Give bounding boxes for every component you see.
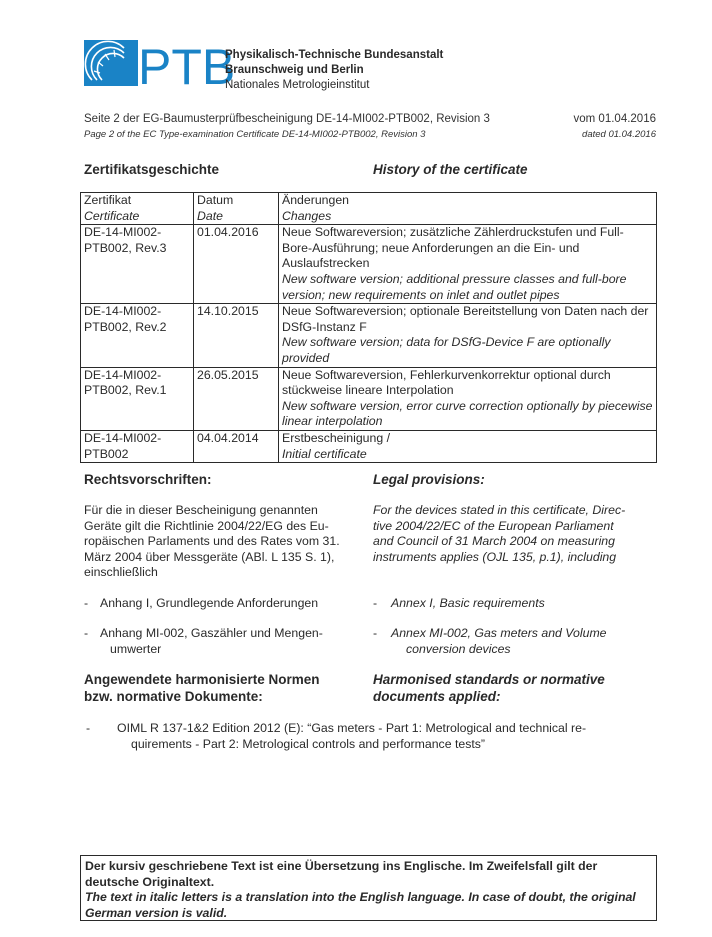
ptb-logo [84,39,236,95]
list-dash: - [86,721,91,735]
change-german: Neue Softwareversion; zusätzliche Zählerdruckstufen und Full-Bore-Ausführung; neue Anforderungen an die Ein- und Auslaufstrecken [282,225,624,271]
legal-paragraph-german [84,503,369,581]
certificate-revision: PTB002, Rev.3 [84,240,167,255]
header-cell-changes [279,193,657,225]
column-label-english: Date [197,208,223,223]
change-german: Neue Softwareversion; optionale Bereitstellung von Daten nach der DSfG-Instanz F [282,304,649,334]
annex-2-english [391,626,607,657]
logo-text: PTB [138,39,236,95]
reference-german: Seite 2 der EG-Baumusterprüfbescheinigung DE-14-MI002-PTB002, Revision 3 [84,113,490,125]
column-label-german: Änderungen [282,193,350,207]
reference-english: Page 2 of the EC Type-examination Certificate DE-14-MI002-PTB002, Revision 3 [84,129,426,140]
standards-heading-english [373,671,605,705]
paragraph-line: tive 2004/22/EC of the European Parliament [373,518,614,533]
table-row [81,367,657,430]
heading-line: Angewendete harmonisierte Normen [84,672,320,687]
legal-paragraph-english [373,503,663,565]
date-cell: 26.05.2015 [194,367,279,430]
history-heading-german: Zertifikatsgeschichte [84,162,220,177]
changes-cell [279,304,657,367]
standard-item [117,721,662,752]
certificate-revision: PTB002 [84,446,129,461]
annex-2-german [100,626,323,657]
certificate-cell [81,430,194,462]
translation-note-german: Der kursiv geschriebene Text ist eine Übersetzung ins Englische. Im Zweifelsfall gilt der deutsche Originaltext. [85,859,598,889]
annex-line: Anhang MI-002, Gaszähler und Mengen- [100,626,323,640]
annex-1-german: Anhang I, Grundlegende Anforderungen [100,596,319,610]
paragraph-line: For the devices stated in this certificate, Direc- [373,503,626,517]
paragraph-line: März 2004 über Messgeräte (ABl. L 135 S. 1), [84,549,335,564]
changes-cell [279,430,657,462]
changes-cell [279,225,657,304]
standard-line: OIML R 137-1&2 Edition 2012 (E): “Gas meters - Part 1: Metrological and technical re- [117,721,587,735]
column-label-english: Certificate [84,208,140,223]
change-english: Initial certificate [282,446,367,461]
paragraph-line: instruments applies (OJL 135, p.1), including [373,549,617,564]
paragraph-line: and Council of 31 March 2004 on measuring [373,534,615,549]
heading-line: documents applied: [373,689,501,704]
table-row [81,304,657,367]
list-dash: - [84,626,89,640]
change-english: New software version, error curve correction optionally by piecewise linear interpolation [282,398,653,429]
date-cell: 04.04.2014 [194,430,279,462]
column-label-german: Zertifikat [84,193,132,207]
institute-name: Physikalisch-Technische Bundesanstalt [225,49,444,61]
standards-heading-german [84,671,320,705]
header-cell-certificate [81,193,194,225]
paragraph-line: Geräte gilt die Richtlinie 2004/22/EG des Eu- [84,518,329,533]
institute-location: Braunschweig und Berlin [225,64,364,76]
history-heading-english: History of the certificate [373,162,528,177]
paragraph-line: ropäischen Parlaments und des Rates vom 31. [84,534,340,549]
change-english: New software version; additional pressure classes and full-bore version; new requirements on inlet and outlet pipes [282,271,627,302]
heading-line: Harmonised standards or normative [373,672,605,687]
legal-heading-german: Rechtsvorschriften: [84,472,212,487]
paragraph-line: Für die in dieser Bescheinigung genannten [84,503,318,517]
standard-line: quirements - Part 2: Metrological controls and performance tests” [131,736,486,751]
paragraph-line: einschließlich [84,565,158,580]
certificate-id: DE-14-MI002- [84,304,162,319]
institute-subtitle: Nationales Metrologieinstitut [225,79,370,91]
annex-1-english: Annex I, Basic requirements [391,596,545,610]
history-table [80,192,657,463]
change-german: Erstbescheinigung / [282,430,391,445]
date-german: vom 01.04.2016 [573,113,656,125]
change-english: New software version; data for DSfG-Device F are optionally provided [282,335,611,365]
table-row [81,430,657,462]
certificate-cell [81,225,194,304]
table-row [81,225,657,304]
list-dash: - [373,626,378,640]
date-cell: 01.04.2016 [194,225,279,304]
column-label-english: Changes [282,208,332,223]
list-dash: - [373,596,378,610]
certificate-id: DE-14-MI002- [84,367,162,382]
certificate-id: DE-14-MI002- [84,225,162,240]
certificate-revision: PTB002, Rev.2 [84,319,167,334]
legal-heading-english: Legal provisions: [373,472,485,487]
header-cell-date [194,193,279,225]
certificate-cell [81,304,194,367]
date-english: dated 01.04.2016 [582,129,656,140]
certificate-revision: PTB002, Rev.1 [84,383,167,398]
certificate-id: DE-14-MI002- [84,430,162,445]
column-label-german: Datum [197,193,234,207]
annex-line: umwerter [110,641,162,656]
certificate-cell [81,367,194,430]
list-dash: - [84,596,89,610]
change-german: Neue Softwareversion, Fehlerkurvenkorrektur optional durch stückweise lineare Interpolation [282,367,611,398]
date-cell: 14.10.2015 [194,304,279,367]
heading-line: bzw. normative Dokumente: [84,689,263,704]
table-header-row [81,193,657,225]
changes-cell [279,367,657,430]
annex-line: Annex MI-002, Gas meters and Volume [391,626,607,640]
translation-note-box [80,855,657,921]
annex-line: conversion devices [406,641,511,656]
translation-note-english: The text in italic letters is a translation into the English language. In case of doubt, the original German version is valid. [85,890,636,920]
